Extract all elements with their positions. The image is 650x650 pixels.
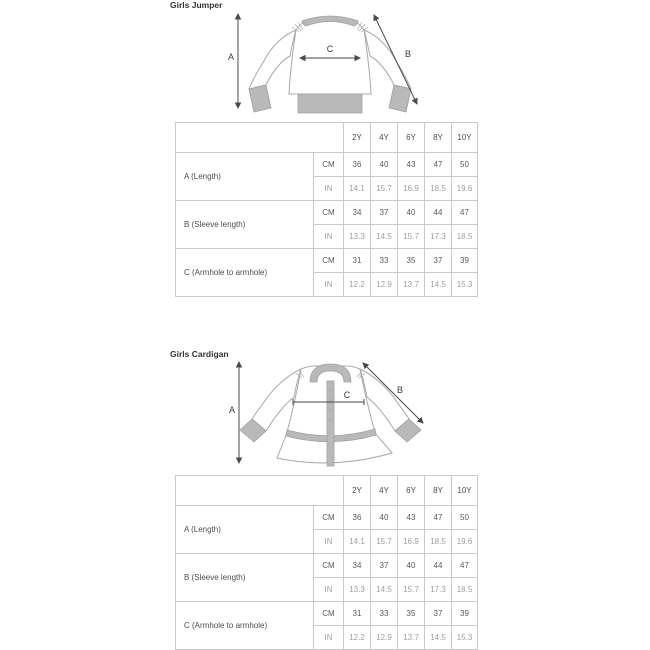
measurement-value: 19.6 <box>452 177 478 201</box>
jumper-body <box>289 17 371 94</box>
measurement-value: 18.5 <box>425 177 452 201</box>
table-row <box>176 249 478 273</box>
size-header: 6Y <box>398 123 425 153</box>
jumper-right-cuff <box>389 85 411 112</box>
jumper-hem-band <box>298 94 362 113</box>
cardigan-placket <box>327 381 334 466</box>
size-header: 8Y <box>425 476 452 506</box>
measurement-value: 15.3 <box>452 626 478 650</box>
measurement-value: 35 <box>398 602 425 626</box>
measurement-value: 14.5 <box>425 626 452 650</box>
cardigan-diagram <box>226 356 432 470</box>
measurement-value: 50 <box>452 506 478 530</box>
measurement-value: 34 <box>344 201 371 225</box>
measurement-value: 47 <box>425 506 452 530</box>
unit-label: CM <box>314 153 344 177</box>
size-header: 4Y <box>371 476 398 506</box>
measurement-value: 13.7 <box>398 626 425 650</box>
measurement-value: 13.3 <box>344 225 371 249</box>
measurement-value: 16.9 <box>398 530 425 554</box>
size-header: 10Y <box>452 476 478 506</box>
jumper-left-cuff <box>249 85 271 112</box>
measurement-value: 12.9 <box>371 626 398 650</box>
measurement-value: 39 <box>452 602 478 626</box>
jumper-measure-c-label: C <box>326 44 334 54</box>
measurement-value: 36 <box>344 506 371 530</box>
unit-label: IN <box>314 273 344 297</box>
size-header: 10Y <box>452 123 478 153</box>
measurement-value: 33 <box>371 602 398 626</box>
table-corner-cell <box>176 123 344 153</box>
measurement-value: 44 <box>425 201 452 225</box>
measurement-value: 31 <box>344 249 371 273</box>
unit-label: IN <box>314 626 344 650</box>
section-title-jumper: Girls Jumper <box>170 0 223 10</box>
measurement-value: 43 <box>398 153 425 177</box>
measurement-value: 43 <box>398 506 425 530</box>
unit-label: IN <box>314 177 344 201</box>
measurement-value: 12.9 <box>371 273 398 297</box>
jumper-measure-a-label: A <box>227 52 235 62</box>
measurement-value: 47 <box>452 554 478 578</box>
measurement-value: 40 <box>398 554 425 578</box>
measurement-value: 37 <box>371 554 398 578</box>
cardigan-measure-a-label: A <box>228 405 236 415</box>
jumper-size-table <box>175 122 478 297</box>
measurement-value: 12.2 <box>344 626 371 650</box>
unit-label: CM <box>314 249 344 273</box>
row-label: B (Sleeve length) <box>176 554 314 602</box>
measurement-value: 35 <box>398 249 425 273</box>
measurement-value: 15.7 <box>371 177 398 201</box>
unit-label: IN <box>314 225 344 249</box>
measurement-value: 14.1 <box>344 530 371 554</box>
measurement-value: 31 <box>344 602 371 626</box>
row-label: A (Length) <box>176 153 314 201</box>
measurement-value: 15.7 <box>371 530 398 554</box>
jumper-right-sleeve <box>364 30 411 89</box>
jumper-measure-b-label: B <box>404 49 412 59</box>
jumper-left-sleeve <box>249 30 296 89</box>
measurement-value: 50 <box>452 153 478 177</box>
measurement-value: 14.5 <box>371 225 398 249</box>
unit-label: IN <box>314 530 344 554</box>
measurement-value: 47 <box>425 153 452 177</box>
measurement-value: 39 <box>452 249 478 273</box>
unit-label: IN <box>314 578 344 602</box>
table-row <box>176 123 478 153</box>
measurement-value: 40 <box>371 506 398 530</box>
table-row <box>176 476 478 506</box>
table-row <box>176 554 478 578</box>
cardigan-measure-c-label: C <box>343 390 351 400</box>
size-header: 2Y <box>344 123 371 153</box>
measurement-value: 19.6 <box>452 530 478 554</box>
measurement-value: 40 <box>371 153 398 177</box>
measurement-value: 13.7 <box>398 273 425 297</box>
measurement-value: 47 <box>452 201 478 225</box>
unit-label: CM <box>314 506 344 530</box>
section-title-cardigan: Girls Cardigan <box>170 349 229 359</box>
measurement-value: 14.5 <box>371 578 398 602</box>
size-header: 2Y <box>344 476 371 506</box>
measurement-value: 37 <box>425 602 452 626</box>
unit-label: CM <box>314 201 344 225</box>
unit-label: CM <box>314 554 344 578</box>
measurement-value: 37 <box>425 249 452 273</box>
measurement-value: 15.7 <box>398 225 425 249</box>
measurement-value: 37 <box>371 201 398 225</box>
table-corner-cell <box>176 476 344 506</box>
measurement-value: 12.2 <box>344 273 371 297</box>
measurement-value: 34 <box>344 554 371 578</box>
unit-label: CM <box>314 602 344 626</box>
size-header: 6Y <box>398 476 425 506</box>
cardigan-size-table <box>175 475 478 650</box>
table-row <box>176 506 478 530</box>
measurement-value: 17.3 <box>425 578 452 602</box>
jumper-diagram <box>226 8 432 120</box>
measurement-value: 33 <box>371 249 398 273</box>
measurement-value: 18.5 <box>425 530 452 554</box>
measurement-value: 17.3 <box>425 225 452 249</box>
row-label: A (Length) <box>176 506 314 554</box>
size-header: 8Y <box>425 123 452 153</box>
measurement-value: 18.5 <box>452 578 478 602</box>
row-label: C (Armhole to armhole) <box>176 602 314 650</box>
measurement-value: 13.3 <box>344 578 371 602</box>
cardigan-measure-b-label: B <box>396 385 404 395</box>
measurement-value: 40 <box>398 201 425 225</box>
size-header: 4Y <box>371 123 398 153</box>
measurement-value: 44 <box>425 554 452 578</box>
measurement-value: 36 <box>344 153 371 177</box>
table-row <box>176 602 478 626</box>
row-label: C (Armhole to armhole) <box>176 249 314 297</box>
table-row <box>176 201 478 225</box>
measurement-value: 18.5 <box>452 225 478 249</box>
measurement-value: 14.5 <box>425 273 452 297</box>
measurement-value: 16.9 <box>398 177 425 201</box>
row-label: B (Sleeve length) <box>176 201 314 249</box>
measurement-value: 14.1 <box>344 177 371 201</box>
table-row <box>176 153 478 177</box>
measurement-value: 15.3 <box>452 273 478 297</box>
measurement-value: 15.7 <box>398 578 425 602</box>
